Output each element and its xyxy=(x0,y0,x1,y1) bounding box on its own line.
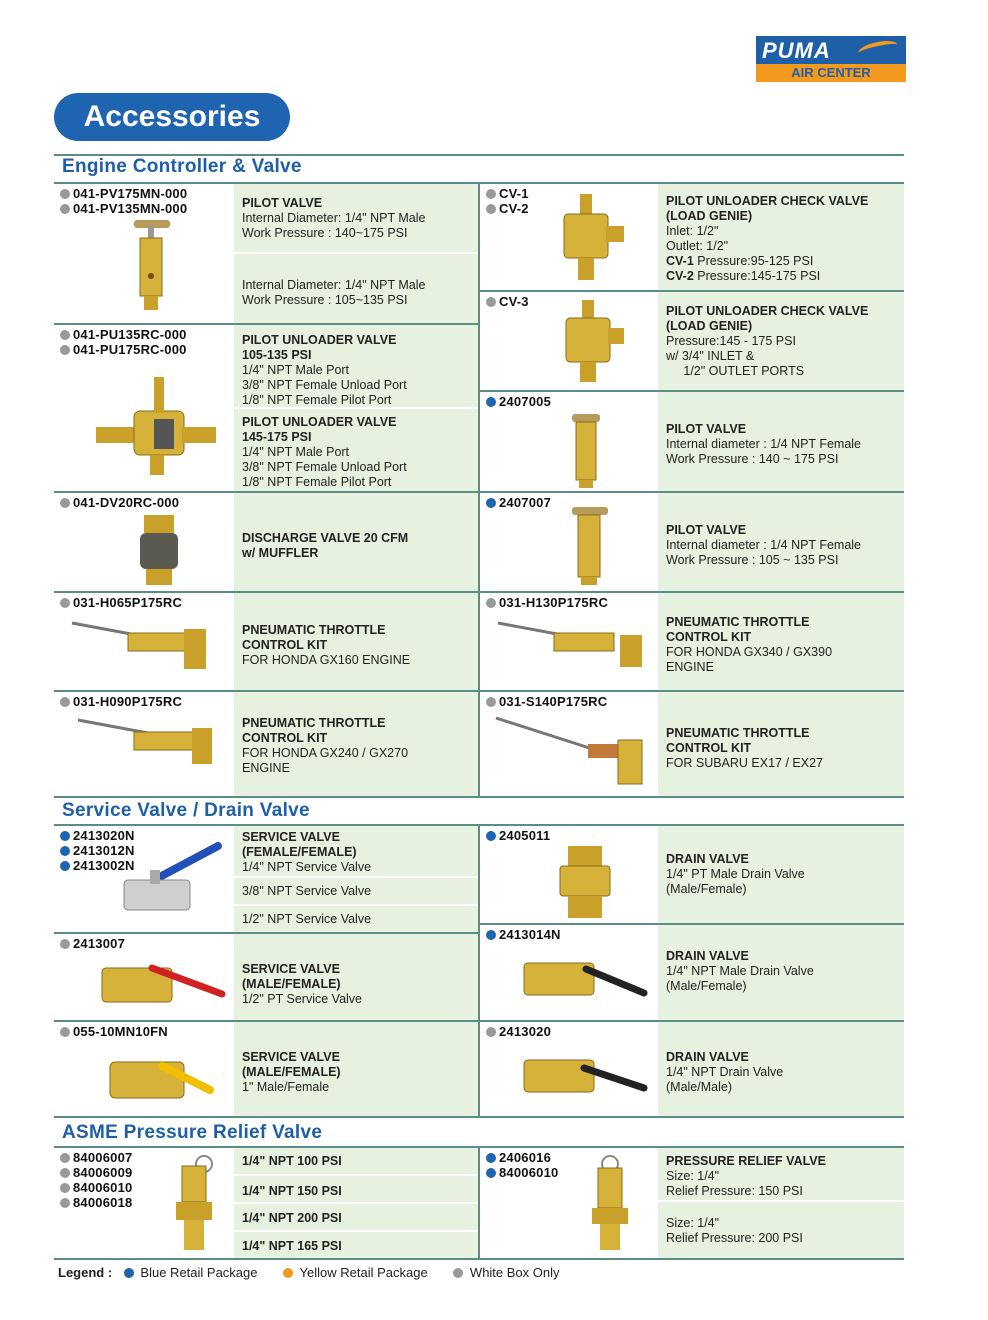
section-engine-header: Engine Controller & Valve xyxy=(54,156,904,184)
throttle-kit-image xyxy=(74,714,234,784)
legend: Legend : Blue Retail Package Yellow Retail Package White Box Only xyxy=(58,1265,560,1280)
unloader-valve-image xyxy=(94,369,224,479)
item-service-valve-1in: 055-10MN10FN SERVICE VALVE (MALE/FEMALE) 1" Male/Female xyxy=(54,1022,478,1118)
item-drain-valve-2405011: 2405011 DRAIN VALVE 1/4" PT Male Drain Valve (Male/Female) xyxy=(480,826,904,925)
check-valve-image xyxy=(550,190,630,286)
item-pilot-unloader-valve: 041-PU135RC-000 041-PU175RC-000 PILOT UNLOADER VALVE 105-135 PSI 1/4" NPT Male Port 3/8" NPT Female Unload Port 1/8" NPT Female Pilot Port PILOT UNLOADER VALVE 145-175 PSI 1/4" NPT Male Port 3/8" NPT Female Unload Port 1/8" NPT Female Pilot Port xyxy=(54,325,478,493)
item-throttle-s140: 031-S140P175RC PNEUMATIC THROTTLE CONTROL KIT FOR SUBARU EX17 / EX27 xyxy=(480,692,904,798)
item-throttle-h090: 031-H090P175RC PNEUMATIC THROTTLE CONTROL KIT FOR HONDA GX240 / GX270 ENGINE xyxy=(54,692,478,798)
throttle-kit-image xyxy=(494,615,654,681)
throttle-kit-image xyxy=(68,613,228,683)
drain-valve-image xyxy=(550,844,620,922)
item-check-valve-cv3: CV-3 PILOT UNLOADER CHECK VALVE (LOAD GENIE) Pressure:145 - 175 PSI w/ 3/4" INLET & 1/2" OUTLET PORTS xyxy=(480,292,904,392)
item-throttle-h130: 031-H130P175RC PNEUMATIC THROTTLE CONTROL KIT FOR HONDA GX340 / GX390 ENGINE xyxy=(480,593,904,692)
pilot-valve-image xyxy=(116,216,186,316)
item-drain-valve-2413014n: 2413014N DRAIN VALVE 1/4" NPT Male Drain Valve (Male/Female) xyxy=(480,925,904,1022)
ball-valve-image xyxy=(98,950,228,1016)
throttle-kit-image xyxy=(492,714,662,790)
pilot-valve-image xyxy=(566,505,616,589)
item-pilot-valve-2407007: 2407007 PILOT VALVE Internal diameter : 1/4 NPT Female Work Pressure : 105 ~ 135 PSI xyxy=(480,493,904,593)
item-check-valve-cv12: CV-1 CV-2 PILOT UNLOADER CHECK VALVE (LOAD GENIE) Inlet: 1/2" Outlet: 1/2" CV-1 Pressure:95-125 PSI CV-2 Pressure:145-175 PSI xyxy=(480,184,904,292)
item-pilot-valve-pv: 041-PV175MN-000 041-PV135MN-000 PILOT VALVE Internal Diameter: 1/4" NPT Male Work Pressure : 140~175 PSI Internal Diameter: 1/4" NPT Male Work Pressure : 105~135 PSI xyxy=(54,184,478,325)
discharge-valve-image xyxy=(134,513,184,589)
item-service-valve-mf: 2413007 SERVICE VALVE (MALE/FEMALE) 1/2" PT Service Valve xyxy=(54,934,478,1022)
logo-brand: PUMA xyxy=(756,36,906,64)
item-drain-valve-2413020: 2413020 DRAIN VALVE 1/4" NPT Drain Valve (Male/Male) xyxy=(480,1022,904,1118)
puma-logo xyxy=(756,36,906,84)
item-pilot-valve-2407005: 2407005 PILOT VALVE Internal diameter : 1/4 NPT Female Work Pressure : 140 ~ 175 PSI xyxy=(480,392,904,493)
relief-valve-image xyxy=(164,1152,224,1258)
logo-subtitle: AIR CENTER xyxy=(756,64,906,82)
ball-valve-image xyxy=(106,1046,226,1112)
item-throttle-h065: 031-H065P175RC PNEUMATIC THROTTLE CONTROL KIT FOR HONDA GX160 ENGINE xyxy=(54,593,478,692)
section-service-header: Service Valve / Drain Valve xyxy=(54,800,904,826)
section-asme-header: ASME Pressure Relief Valve xyxy=(54,1122,904,1148)
item-relief-valve-set: 84006007 84006009 84006010 84006018 1/4" NPT 100 PSI 1/4" NPT 150 PSI 1/4" NPT 200 PSI 1/4" NPT 165 PSI xyxy=(54,1148,478,1260)
ball-valve-image xyxy=(114,840,224,930)
item-relief-valve-2406016: 2406016 84006010 PRESSURE RELIEF VALVE Size: 1/4" Relief Pressure: 150 PSI Size: 1/4" Relief Pressure: 200 PSI xyxy=(480,1148,904,1260)
check-valve-image xyxy=(554,298,630,388)
item-discharge-valve: 041-DV20RC-000 DISCHARGE VALVE 20 CFM w/ MUFFLER xyxy=(54,493,478,593)
drain-valve-image xyxy=(520,947,660,1017)
pilot-valve-image xyxy=(566,410,606,490)
relief-valve-image xyxy=(580,1154,640,1256)
page-title: Accessories xyxy=(54,93,290,141)
drain-valve-image xyxy=(520,1044,660,1114)
item-service-valve-ff: 2413020N 2413012N 2413002N SERVICE VALVE (FEMALE/FEMALE) 1/4" NPT Service Valve 3/8" NPT Service Valve 1/2" NPT Service Valve xyxy=(54,826,478,934)
